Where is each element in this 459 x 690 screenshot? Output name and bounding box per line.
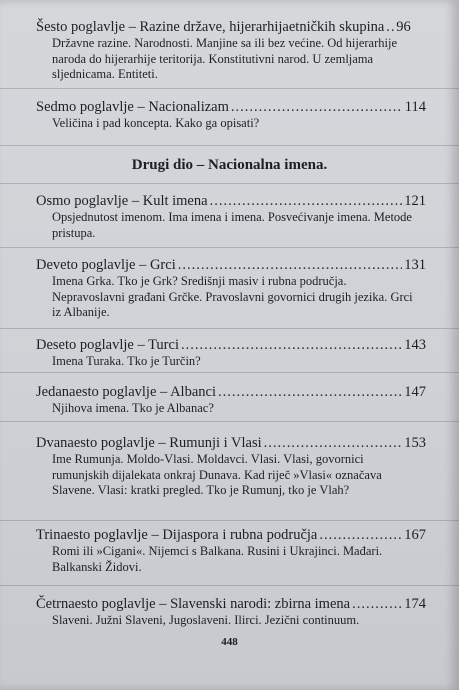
chapter-line	[36, 256, 426, 274]
toc-entry-ch9	[36, 256, 426, 321]
leader-dots	[178, 256, 403, 274]
chapter-line	[36, 336, 426, 354]
chapter-summary: Njihova imena. Tko je Albanac?	[52, 401, 214, 415]
chapter-line	[36, 383, 426, 401]
chapter-line	[36, 192, 426, 210]
chapter-page: 131	[404, 257, 426, 273]
chapter-line	[36, 434, 426, 452]
chapter-line	[36, 98, 426, 116]
divider	[0, 88, 459, 89]
chapter-line	[36, 526, 426, 544]
part-title: Drugi dio – Nacionalna imena.	[131, 157, 328, 173]
divider	[0, 520, 459, 521]
divider	[0, 328, 459, 329]
divider	[0, 372, 459, 373]
leader-dots	[181, 336, 402, 354]
chapter-summary: Veličina i pad koncepta. Kako ga opisati?	[52, 116, 260, 130]
chapter-summary: Ime Rumunja. Moldo-Vlasi. Moldavci. Vlasi. Vlasi, govornici rumunjskih dijalekata onkraj Dunava. Kad riječ »Vlasi« označava Slavene. Vlasi: kratki pregled. Tko je Rumunj, tko je Vlah?	[52, 452, 382, 497]
divider	[0, 247, 459, 248]
toc-entry-ch6	[36, 18, 426, 83]
chapter-page: 96	[396, 19, 411, 35]
chapter-summary: Državne razine. Narodnosti. Manjine sa ili bez većine. Od hijerarhije naroda do hijerarhije teritorija. Konstitutivni narod. U zemljama sljednicama. Entiteti.	[52, 36, 398, 81]
divider	[0, 421, 459, 422]
leader-dots	[352, 595, 402, 613]
chapter-title: Sedmo poglavlje – Nacionalizam	[36, 99, 229, 115]
chapter-page: 153	[404, 435, 426, 451]
chapter-page: 174	[404, 596, 426, 612]
divider	[0, 585, 459, 586]
chapter-title: Četrnaesto poglavlje – Slavenski narodi: zbirna imena	[36, 596, 351, 612]
toc-entry-ch11	[36, 383, 426, 417]
chapter-summary: Slaveni. Južni Slaveni, Jugoslaveni. Ilirci. Jezični continuum.	[52, 613, 360, 627]
chapter-title: Dvanaesto poglavlje – Rumunji i Vlasi	[36, 435, 262, 451]
toc-entry-ch14	[36, 595, 426, 629]
leader-dots	[218, 383, 402, 401]
chapter-summary: Imena Grka. Tko je Grk? Središnji masiv i rubna područja. Nepravoslavni građani Grčke. Pravoslavni govornici drugih jezika. Grci iz Albanije.	[52, 274, 413, 319]
chapter-title: Deseto poglavlje – Turci	[36, 337, 179, 353]
chapter-page: 147	[404, 384, 426, 400]
chapter-line	[36, 595, 426, 613]
chapter-title: Jedanaesto poglavlje – Albanci	[36, 384, 216, 400]
chapter-title: Trinaesto poglavlje – Dijaspora i rubna područja	[36, 527, 318, 543]
chapter-summary: Romi ili »Cigani«. Nijemci s Balkana. Rusini i Ukrajinci. Mađari. Balkanski Židovi.	[52, 544, 383, 574]
leader-dots	[231, 98, 403, 116]
leader-dots	[210, 192, 403, 210]
chapter-page: 121	[404, 193, 426, 209]
chapter-page: 167	[404, 527, 426, 543]
toc-entry-ch13	[36, 526, 426, 575]
page-number: 448	[221, 636, 238, 648]
chapter-summary: Imena Turaka. Tko je Turčin?	[52, 354, 201, 368]
leader-dots	[386, 18, 394, 36]
chapter-title: Šesto poglavlje – Razine države, hijerarhijaetničkih skupina	[36, 19, 385, 35]
chapter-line	[36, 18, 426, 36]
chapter-title: Osmo poglavlje – Kult imena	[36, 193, 208, 209]
divider	[0, 183, 459, 184]
chapter-summary: Opsjednutost imenom. Ima imena i imena. Posvećivanje imena. Metode pristupa.	[52, 210, 412, 240]
chapter-title: Deveto poglavlje – Grci	[36, 257, 176, 273]
toc-entry-ch7	[36, 98, 426, 132]
toc-entry-ch12	[36, 434, 426, 499]
toc-entry-ch8	[36, 192, 426, 241]
chapter-page: 114	[404, 99, 426, 115]
divider	[0, 145, 459, 146]
chapter-page: 143	[404, 337, 426, 353]
leader-dots	[319, 526, 402, 544]
toc-entry-ch10	[36, 336, 426, 370]
leader-dots	[264, 434, 403, 452]
